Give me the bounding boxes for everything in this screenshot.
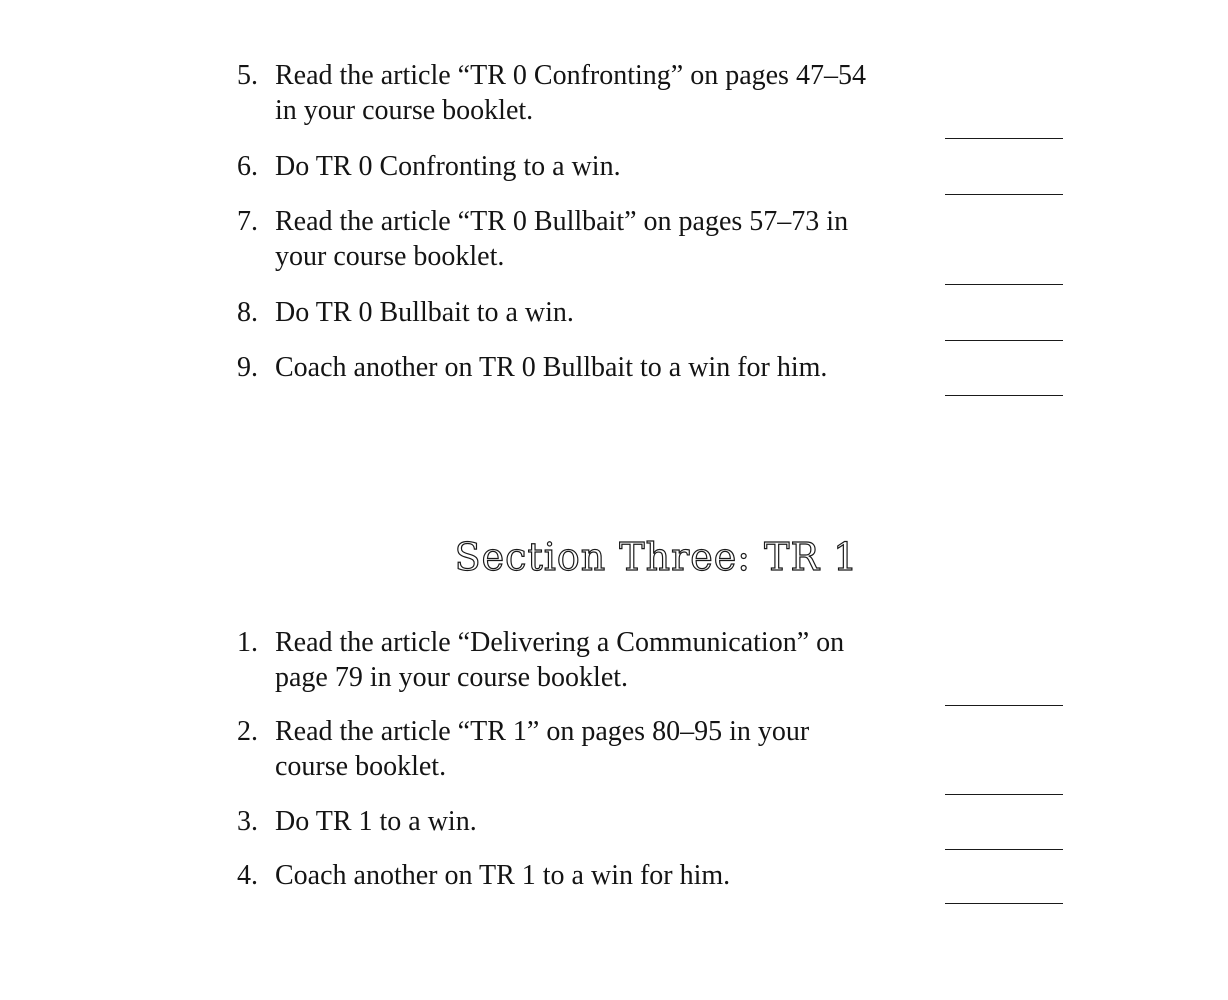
section-heading: Section Three: TR 1 xyxy=(454,535,859,579)
item-text-line: in your course booklet. xyxy=(275,95,534,126)
item-text xyxy=(275,858,925,893)
completion-blank[interactable] xyxy=(945,138,1063,139)
item-text xyxy=(275,804,925,839)
item-text-line: Read the article “TR 0 Confronting” on pages 47–54 xyxy=(275,60,866,91)
item-text-line: course booklet. xyxy=(275,751,447,782)
item-number: 2. xyxy=(237,716,258,747)
item-text-line: Coach another on TR 0 Bullbait to a win for him. xyxy=(275,352,828,383)
item-text-line: Do TR 0 Bullbait to a win. xyxy=(275,297,574,328)
item-text xyxy=(275,714,925,784)
item-text xyxy=(275,350,955,385)
completion-blank[interactable] xyxy=(945,395,1063,396)
completion-blank[interactable] xyxy=(945,194,1063,195)
item-text-line: Read the article “Delivering a Communication” on xyxy=(275,627,845,658)
item-number: 8. xyxy=(237,297,258,328)
item-text-line: Read the article “TR 0 Bullbait” on pages 57–73 in xyxy=(275,206,849,237)
item-text-line: page 79 in your course booklet. xyxy=(275,662,629,693)
item-text-line: Do TR 1 to a win. xyxy=(275,806,477,837)
item-text xyxy=(275,58,925,128)
item-text-line: your course booklet. xyxy=(275,241,505,272)
item-number: 9. xyxy=(237,352,258,383)
completion-blank[interactable] xyxy=(945,794,1063,795)
item-number: 6. xyxy=(237,151,258,182)
item-number: 3. xyxy=(237,806,258,837)
item-number: 7. xyxy=(237,206,258,237)
item-text xyxy=(275,204,925,274)
item-text xyxy=(275,295,925,330)
item-text-line: Coach another on TR 1 to a win for him. xyxy=(275,860,731,891)
completion-blank[interactable] xyxy=(945,340,1063,341)
completion-blank[interactable] xyxy=(945,903,1063,904)
item-text-line: Read the article “TR 1” on pages 80–95 in your xyxy=(275,716,810,747)
completion-blank[interactable] xyxy=(945,705,1063,706)
completion-blank[interactable] xyxy=(945,284,1063,285)
item-text xyxy=(275,149,925,184)
item-number: 5. xyxy=(237,60,258,91)
item-number: 4. xyxy=(237,860,258,891)
item-number: 1. xyxy=(237,627,258,658)
completion-blank[interactable] xyxy=(945,849,1063,850)
item-text-line: Do TR 0 Confronting to a win. xyxy=(275,151,621,182)
item-text xyxy=(275,625,925,695)
